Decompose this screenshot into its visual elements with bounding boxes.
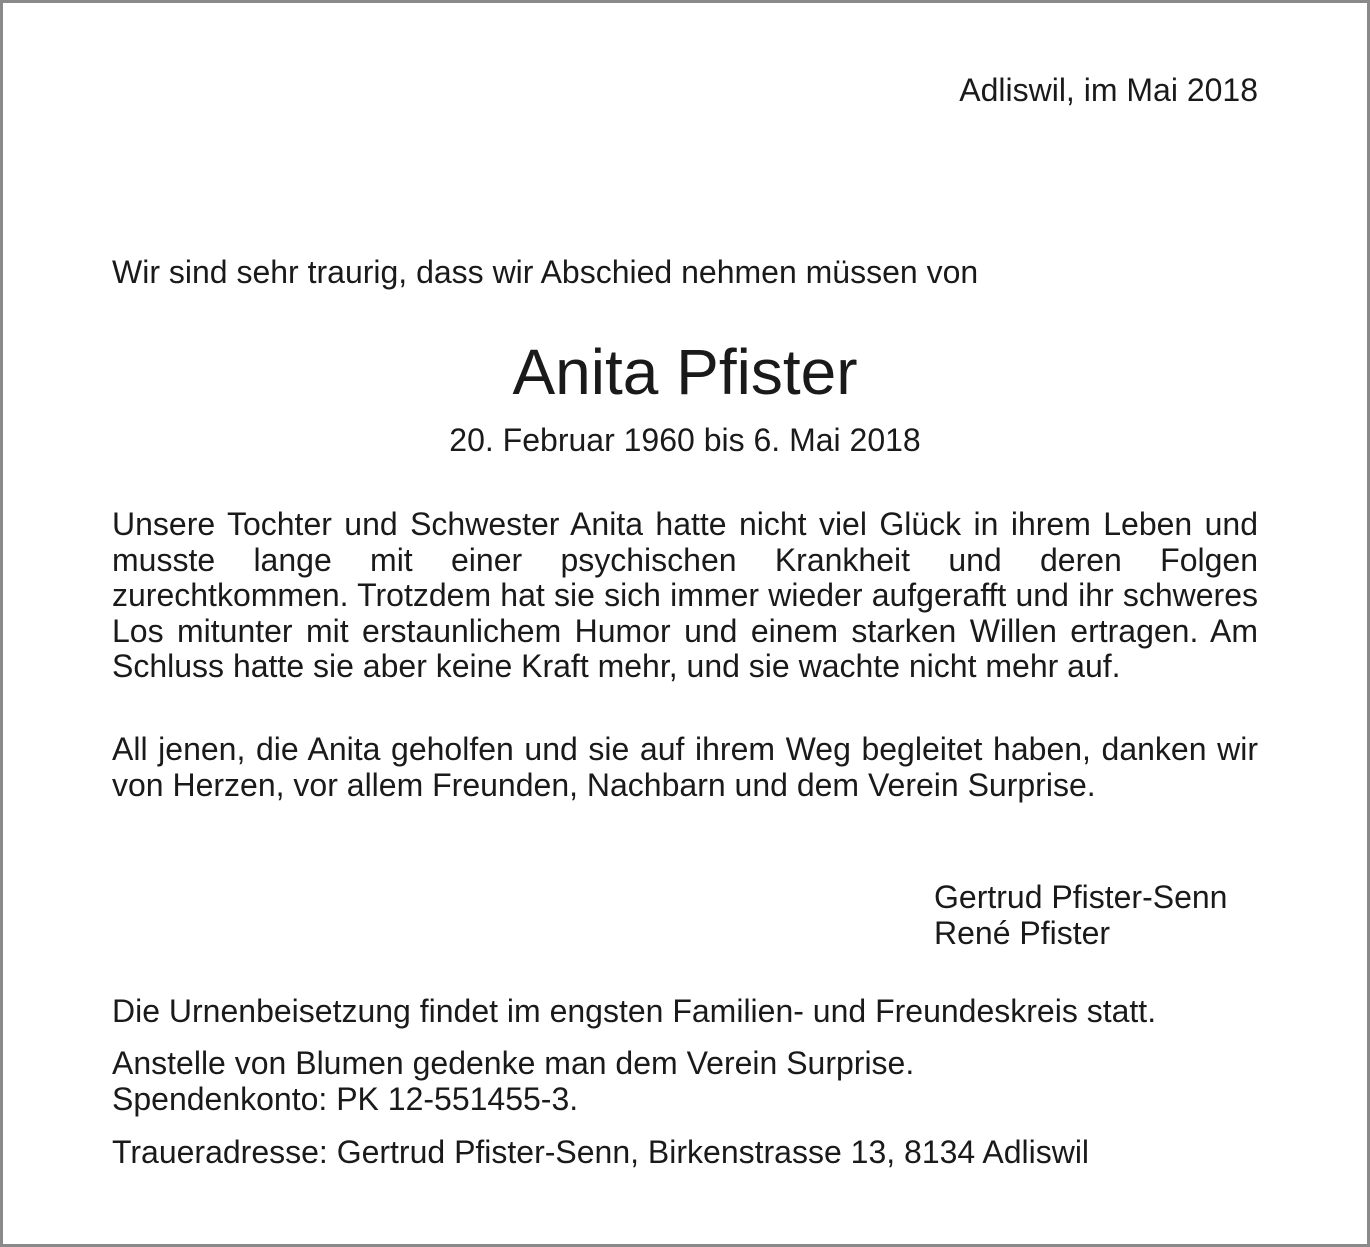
place-date: Adliswil, im Mai 2018: [959, 72, 1258, 108]
donation-account: Spendenkonto: PK 12-551455-3.: [112, 1081, 579, 1117]
signature-name: Gertrud Pfister-Senn: [934, 879, 1228, 915]
deceased-name: Anita Pfister: [512, 336, 858, 408]
tribute-paragraph: Unsere Tochter und Schwester Anita hatte nicht viel Glück in ihrem Leben und musste lange mit einer psychischen Krankheit und deren Folgen zurechtkommen. Trotzdem hat sie sich immer wieder aufgerafft und ihr schweres Los mitunter mit erstaunlichem Humor und einem starken Willen ertragen. Am Schluss hatte sie aber keine Kraft mehr, und sie wachte nicht mehr auf.: [112, 506, 1258, 684]
flowers-notice: Anstelle von Blumen gedenke man dem Verein Surprise.: [112, 1045, 915, 1081]
thanks-paragraph: All jenen, die Anita geholfen und sie auf ihrem Weg begleitet haben, danken wir von Herzen, vor allem Freunden, Nachbarn und dem Verein Surprise.: [112, 731, 1258, 803]
intro-text: Wir sind sehr traurig, dass wir Abschied nehmen müssen von: [112, 254, 979, 290]
mourning-address: Traueradresse: Gertrud Pfister-Senn, Birkenstrasse 13, 8134 Adliswil: [112, 1134, 1090, 1170]
burial-notice: Die Urnenbeisetzung findet im engsten Familien- und Freundeskreis statt.: [112, 993, 1157, 1029]
signature-name: René Pfister: [934, 915, 1111, 951]
signatures: [934, 879, 1227, 951]
life-dates: 20. Februar 1960 bis 6. Mai 2018: [449, 422, 921, 458]
